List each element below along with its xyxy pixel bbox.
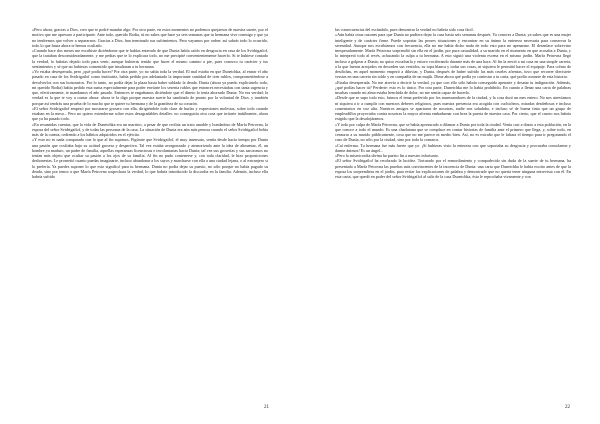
paragraph: »Pero ahora, gracias a Dios, creo que te podré mandar algo. Por otra parte, en estos momentos no podemos quejarnos de nuestra suerte, por el motivo que me apresuro a participarte. Ante todo, querido Rodia, tú no sabes que hace ya seis semanas que tu hermana vive conmigo y que ya no tendremos que volver a separarnos. Gracias a Dios, han terminado sus sufrimientos. Pero vayamos por orden: así sabrás todo lo ocurrido, todo lo que hasta ahora te hemos ocultado. (32, 27, 268, 48)
paragraph: »Cuando hace dos meses me escribiste diciéndome que te habías enterado de que Dunia había caído en desgracia en casa de los Svidrigailof, que la trataban desconsideradamente, y me pedías que te lo explicara todo, no me precipité convenientemente hacerlo. Si te hubiese contado la verdad, lo habrías dejado todo para venir, aunque hubieras tenido que hacer el mismo camino a pie, pues conozco tu carácter y tus sentimientos y sé que no hubieras consentido que insultaran a tu hermana. (32, 48, 268, 69)
paragraph: »Aún había otras razones para que Dunia no pudiera dejar la casa hasta seis semanas después. Ya conoces a Dunia, ya sabes que es una mujer inteligente y de carácter firme. Puede soportar las peores situaciones y encontrar en su ánimo la entereza necesaria para conservar la serenidad. Aunque nos escribíamos con frecuencia, ella no me había dicho nada de todo esto para no apenarme. El desenlace sobrevino inesperadamente. Marfa Petrovna sorprendió sin ella en el jardín, por pura casualidad, a su marido en el momento en que acosaba a Dunia, y lo interpretó todo al revés, achacando la culpa a tu hermana. A esto siguió una violenta escena en el mismo jardín. Marfa Petrovna llegó incluso a golpear a Dunia; no quiso escucharla y estuvo vociferando durante más de una hora. Al fin la envió a mi casa en una simple carreta, a la que fueron arrojados en desorden sus vestidos, su ropa blanca y todas sus cosas, ni siquiera le permitió hacer el equipaje. Para colmo de desdichas, en aquel momento empezó a diluviar, y Dunia, después de haber sufrido las más crueles afrentas, tuvo que recorrer diecisiete verstas en una carreta sin toldo y en compañía de un mujik. Dime ahora qué podía yo contestar a tu carta, qué podía contarte de esta historia. (335, 32, 571, 80)
paragraph: »Yo estaba desesperada, pero ¿qué podía hacer? Por otra parte, yo no sabía toda la verdad. El mal estaba en que Dunetchka, al entrar el año pasado en casa de los Svidrigailof como institutriz, había pedido por adelantado la importante cantidad de cien rublos, comprometiéndose a devolverlos con sus honorarios. Por lo tanto, no podía dejar la plaza hasta haber saldado la deuda. Dunia (ahora ya puedo explicártelo todo, mi querido Rodia) había pedido esta suma especialmente para poder enviarte los sesenta rublos que entonces necesitabas con tanta urgencia y que, efectivamente, te mandamos el año pasado. Entonces te engañamos diciéndote que el dinero lo tenía ahorrado Dunia. No era verdad; la verdad es la que te voy a contar ahora: ahora te la digo porque nuestra suerte ha cambiado de pronto por la voluntad de Dios, y también porque así tendrás una prueba de lo mucho que te quiere tu hermana y de la grandeza de su corazón. (32, 69, 268, 106)
paragraph: »El señor Svidrigailof empezó por mostrarse grosero con ella, dirigiéndole toda clase de burlas y expresiones molestas, sobre todo cuando estaban en la mesa... Pero no quiero extenderme sobre estos desagradables detalles: no conseguiría otra cosa que irritarte inútilmente, ahora que ya ha pasado todo. (32, 105, 268, 122)
paragraph: »Y todo por culpa de Marfa Petrovna, que se había apresurado a difamar a Dunia por toda la ciudad. Venía casi a diario a esta población, en la que conoce a todo el mundo. Es una charlatana que se complace en contar historias de familia ante el primero que llega, y, sobre todo, en censurar a su marido públicamente, cosa que no me parece ni medio bien. Así, no es extraño que le faltara el tiempo para ir pregonando el caso de Dunia, no sólo por la ciudad, sino por toda la comarca. (335, 121, 571, 143)
paragraph: »Caí enferma. Tu hermana fue más fuerte que yo. ¡Si hubieras visto la entereza con que soportaba su desgracia y procuraba consolarme y darme ánimos! Es un ángel... (335, 142, 571, 153)
page-number: 21 (264, 405, 269, 410)
paragraph: »Estaba desesperada. No me atrevía a decirte la verdad, ya que con ello sólo habría conseguido apenarte y desatar tu indignación. Además, ¿qué podías hacer tú? Perderte: esto es lo único. Por otra parte, Dunetchka me lo había prohibido. En cuanto a llenar una carta de palabras insulsas cuando mi alma estaba henchida de dolor, no me sentía capaz de hacerlo. (335, 79, 571, 95)
paragraph: »El señor Svidrigailof ha recobrado la lucidez. Torturado por el remordimiento y compadecido sin duda de la suerte de tu hermana, ha presentado a Marfa Petrovna las pruebas más convincentes de la inocencia de Dunia: una carta que Dunetchka le había escrito antes de que la esposa los sorprendiera en el jardín, para evitar las explicaciones de palabra y demostrarle que no quería tener ninguna entrevista con él. En esta carta, que quedó en poder del señor Svidrigailof al salir de la casa Dunetchka, ésta le reprochaba vivamente y con (335, 158, 571, 179)
right-page (300, 0, 600, 424)
paragraph: »Y esto no es nada comparado con lo que al fin supimos. Figúrate que Svidrigailof, el muy insensato, sentía desde hacía tiempo por Dunia una pasión que ocultaba bajo su actitud grosera y despectiva. Tal vez estaba avergonzado y atemorizado ante la idea de alimentar, él, un hombre ya maduro, un padre de familia, aquellas esperanzas licenciosas e involuntarias hacia Dunia; tal vez sus groserías y sus sarcasmos no tenían más objeto que ocultar su pasión a los ojos de su familia. Al fin no pudo contenerse y, con toda claridad, le hizo proposiciones deshonestas. Le prometió cuanto puedas imaginarte, incluso abandonar a los suyos y marcharse con ella a una ciudad lejana, o al extranjero si lo prefería. Ya puedes suponer lo que esto significó para tu hermana. Dunia no podía dejar su puesto, no sólo porque no había pagado su deuda, sino por temor a que Marfa Petrovna sospechara la verdad, lo que habría introducido la discordia en la familia. Además, incluso ella habría sufrido (32, 137, 268, 179)
paragraph: »Pero la misericordia divina ha puesto fin a nuestro infortunio. (335, 153, 439, 158)
paragraph: »Desde que se supo todo esto, fuimos el tema preferido por los murmuradores de la ciudad, y la cosa duró un mes entero. No nos atrevíamos ni siquiera a ir a cumplir con nuestros deberes religiosos, pues nuestra presencia era acogida con cuchicheos, miradas desdeñosas e incluso comentarios en voz alta. Nuestros amigos se apartaron de nosotras, nadie nos saludaba, e incluso sé de buena tinta que un grupo de empleadillos proyectaba contra nosotras la mayor afrenta embadurnar con brea la puerta de nuestra casa. Por cierto, que el casero nos habría exigido que la desalojáramos. (335, 95, 571, 122)
left-page-text (32, 27, 268, 397)
page-number: 22 (565, 405, 570, 410)
right-page-text (335, 27, 571, 397)
paragraph: »En resumidas cuentas, que la vida de Dunetchka era un martirio, a pesar de que recibía un trato amable y bondadoso de Marfa Petrovna, la esposa del señor Svidrigailof, y de todas las personas de la casa. La situación de Dunia era aún más penosa cuando el señor Svidrigailof bebía más de la cuenta, cediendo a los hábitos adquiridos en el ejército. (32, 121, 268, 137)
paragraph: las consecuencias del escándalo, pues demostrar la verdad no habría sido cosa fácil. (335, 27, 474, 32)
